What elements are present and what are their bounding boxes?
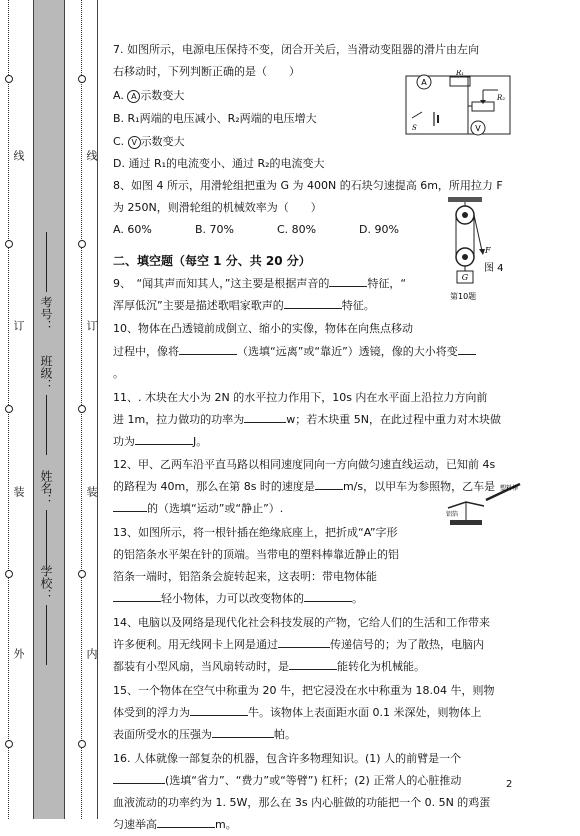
q16-blank-2[interactable] xyxy=(157,815,215,828)
q14-blank-2[interactable] xyxy=(289,657,337,670)
inner-label-zhuang: 装 xyxy=(85,486,98,497)
q15-line3 xyxy=(113,724,296,746)
q12-line2 xyxy=(113,476,495,498)
q12-line1: 12、甲、乙两车沿平直马路以相同速度同向一方向做匀速直线运动，已知前 4s xyxy=(113,458,496,471)
q14-text-4: 能转化为机械能。 xyxy=(337,660,425,673)
foil-needle-diagram xyxy=(440,480,530,530)
q7-stem-line2: 右移动时，下列判断正确的是（ ） xyxy=(113,65,300,78)
binding-hole-icon xyxy=(5,740,13,748)
fig4-label: 图 4 xyxy=(484,263,504,274)
q7-option-a xyxy=(113,85,184,107)
q7-option-c-prefix: C. xyxy=(113,135,128,148)
q15-text-4: 帕。 xyxy=(274,728,296,741)
q9-text-4: 特征。 xyxy=(341,299,375,312)
inner-label-nei: 内 xyxy=(85,648,98,659)
q16-line2 xyxy=(113,770,461,792)
fig-r1-label: R₁ xyxy=(455,70,465,77)
q9-blank-1[interactable] xyxy=(329,274,367,287)
q7-option-c-text: 示数变大 xyxy=(140,135,185,148)
name-label: 姓名： xyxy=(39,470,53,506)
q16-text-1: (选填“省力”、“费力”或“等臂”) 杠杆；(2) 正常人的心脏推动 xyxy=(165,774,462,787)
q12-text-2: m/s，以甲车为参照物，乙车是 xyxy=(342,480,496,493)
class-field[interactable] xyxy=(38,355,55,459)
binding-hole-icon xyxy=(5,570,13,578)
binding-hole-icon xyxy=(78,740,86,748)
fig-voltmeter-letter: V xyxy=(475,124,481,133)
binding-hole-icon xyxy=(5,405,13,413)
q15-text-1: 体受到的浮力为 xyxy=(113,706,190,719)
q15-line1: 15、一个物体在空气中称重为 20 牛，把它浸没在水中称重为 18.04 牛，则物 xyxy=(113,684,495,697)
q7-option-a-text: 示数变大 xyxy=(140,89,185,102)
q16-text-2: 匀速举高 xyxy=(113,818,157,831)
name-field[interactable] xyxy=(38,470,55,574)
q13-blank-2[interactable] xyxy=(304,589,352,602)
q16-line1: 16. 人体就像一部复杂的机器，包含许多物理知识。(1) 人的前臂是一个 xyxy=(113,752,462,765)
pulley-diagram xyxy=(440,195,530,307)
q9-text-1: 9、 “闻其声而知其人，”这主要是根据声音的 xyxy=(113,277,330,290)
q13-text-2: 。 xyxy=(352,592,363,605)
outer-label-xian: 线 xyxy=(12,150,25,161)
q14-line3 xyxy=(113,656,425,678)
q15-text-3: 表面所受水的压强为 xyxy=(113,728,212,741)
q15-line2 xyxy=(113,702,482,724)
fig-ammeter-letter: A xyxy=(421,78,427,87)
q14-blank-1[interactable] xyxy=(278,635,330,648)
class-blank[interactable] xyxy=(46,395,47,455)
section-title: 二、填空题（每空 1 分、共 20 分） xyxy=(113,254,311,268)
q10-blank-2[interactable] xyxy=(458,342,476,355)
fig-rod-label: 塑料棒 xyxy=(500,485,519,492)
q7-option-d: D. 通过 R₁的电流变小、通过 R₂的电流变大 xyxy=(113,157,325,170)
q11-text-4: J。 xyxy=(193,435,208,448)
binding-hole-icon xyxy=(78,240,86,248)
q9-line2 xyxy=(113,295,375,317)
q11-line2 xyxy=(113,409,501,431)
q14-line2 xyxy=(113,634,484,656)
ammeter-icon: A xyxy=(127,90,140,103)
ceiling-icon xyxy=(448,197,482,202)
inner-label-xian: 线 xyxy=(85,150,98,161)
q8-stem-line2: 为 250N，则滑轮组的机械效率为（ ） xyxy=(113,201,322,214)
q13-text-1: 轻小物体，力可以改变物体的 xyxy=(161,592,304,605)
q8-option-a: A. 60% xyxy=(113,223,152,236)
resistor-r1-icon xyxy=(450,77,470,86)
school-blank[interactable] xyxy=(46,605,47,665)
outer-label-zhuang: 装 xyxy=(12,486,25,497)
class-label: 班级： xyxy=(39,355,53,391)
exam-number-label: 考号： xyxy=(39,296,53,332)
q10-line2 xyxy=(113,341,476,363)
q12-line3 xyxy=(113,498,283,520)
outer-label-ding: 订 xyxy=(12,320,25,331)
inner-label-ding: 订 xyxy=(85,320,98,331)
binding-hole-icon xyxy=(78,405,86,413)
q16-text-3: m。 xyxy=(215,818,237,831)
exam-number-blank[interactable] xyxy=(46,232,47,292)
q7-option-a-prefix: A. xyxy=(113,89,128,102)
binding-margin xyxy=(0,0,100,819)
q8-option-d: D. 90% xyxy=(359,223,399,236)
q14-text-2: 传递信号的；为了散热，电脑内 xyxy=(330,638,484,651)
margin-border xyxy=(97,0,98,819)
outer-label-wai: 外 xyxy=(12,648,25,659)
q11-text-3: 功为 xyxy=(113,435,135,448)
fig-weight-label: G xyxy=(461,273,469,282)
fig-caption: 第10题 xyxy=(450,292,477,301)
q8-option-b: B. 70% xyxy=(195,223,234,236)
school-field[interactable] xyxy=(38,565,55,669)
q10-text-2: （选填“远离”或“靠近”）透镜，像的大小将变 xyxy=(237,345,458,358)
q11-blank-2[interactable] xyxy=(135,432,193,445)
q13-line4 xyxy=(113,588,363,610)
q10-line3: 。 xyxy=(113,367,124,380)
q10-text-1: 过程中，像将 xyxy=(113,345,179,358)
q13-blank-1[interactable] xyxy=(113,589,161,602)
q9-line1 xyxy=(113,273,406,295)
q10-line1: 10、物体在凸透镜前成倒立、缩小的实像，物体在向焦点移动 xyxy=(113,322,413,335)
q15-blank-1[interactable] xyxy=(190,703,248,716)
q9-text-3: 浑厚低沉”主要是描述歌唱家歌声的 xyxy=(113,299,284,312)
q13-line3: 箔条一端时，铝箔条会旋转起来，这表明：带电物体能 xyxy=(113,570,377,583)
q12-text-3: 的（选填“运动”或“静止”）. xyxy=(147,502,284,515)
q15-text-2: 牛。该物体上表面距水面 0.1 米深处，则物体上 xyxy=(248,706,482,719)
binding-hole-icon xyxy=(78,75,86,83)
q9-text-2: 特征，“ xyxy=(367,277,407,290)
q8-stem-line1: 8、如图 4 所示，用滑轮组把重为 G 为 400N 的石块匀速提高 6m，所用拉力 F xyxy=(113,179,503,192)
q8-options xyxy=(113,219,399,241)
fig-r2-label: R₂ xyxy=(497,94,506,102)
fig-switch-label: S xyxy=(412,124,417,132)
q11-blank-1[interactable] xyxy=(244,410,286,423)
q13-line2: 的铝箔条水平架在针的顶端。当带电的塑料棒靠近静止的铝 xyxy=(113,548,399,561)
q12-text-1: 的路程为 40m，那么在第 8s 时的速度是 xyxy=(113,480,315,493)
circuit-diagram xyxy=(398,70,518,144)
q15-blank-2[interactable] xyxy=(212,725,274,738)
q11-line1: 11、. 木块在大小为 2N 的水平拉力作用下，10s 内在水平面上沿拉力方向前 xyxy=(113,391,488,404)
q14-text-1: 许多便利。用无线网卡上网是通过 xyxy=(113,638,278,651)
page-number: 2 xyxy=(506,779,513,790)
voltmeter-icon: V xyxy=(128,136,141,149)
q11-text-1: 进 1m，拉力做功的功率为 xyxy=(113,413,245,426)
q16-line4 xyxy=(113,814,237,836)
binding-hole-icon xyxy=(5,240,13,248)
q12-blank-1[interactable] xyxy=(315,477,343,490)
fig-foil-label: 铝箔 xyxy=(446,511,459,518)
q10-blank-1[interactable] xyxy=(179,342,237,355)
q7-option-c xyxy=(113,131,185,153)
exam-number-field[interactable] xyxy=(38,228,55,332)
q13-line1: 13、如图所示，将一根针插在绝缘底座上，把折成“A”字形 xyxy=(113,526,398,539)
q7-option-b: B. R₁两端的电压减小、R₂两端的电压增大 xyxy=(113,112,317,125)
fig-force-label: F xyxy=(485,246,491,255)
q14-text-3: 都装有小型风扇，当风扇转动时，是 xyxy=(113,660,289,673)
q9-blank-2[interactable] xyxy=(284,296,342,309)
q11-text-2: w；若木块重 5N，在此过程中重力对木块做 xyxy=(286,413,501,426)
q7-stem-line1: 7. 如图所示，电源电压保持不变，闭合开关后，当滑动变阻器的滑片由左向 xyxy=(113,43,479,56)
q16-blank-1[interactable] xyxy=(113,771,165,784)
insulated-base-icon xyxy=(450,520,482,525)
name-blank[interactable] xyxy=(46,510,47,570)
q12-blank-2[interactable] xyxy=(113,499,147,512)
q8-option-c: C. 80% xyxy=(277,223,317,236)
q14-line1: 14、电脑以及网络是现代化社会科技发展的产物，它给人们的生活和工作带来 xyxy=(113,616,490,629)
school-label: 学校： xyxy=(39,565,53,601)
binding-hole-icon xyxy=(5,75,13,83)
q11-line3 xyxy=(113,431,207,453)
binding-hole-icon xyxy=(78,570,86,578)
q16-line3: 血液流动的功率约为 1. 5W，那么在 3s 内心脏做的功能把一个 0. 5N 的鸡蛋 xyxy=(113,796,491,809)
